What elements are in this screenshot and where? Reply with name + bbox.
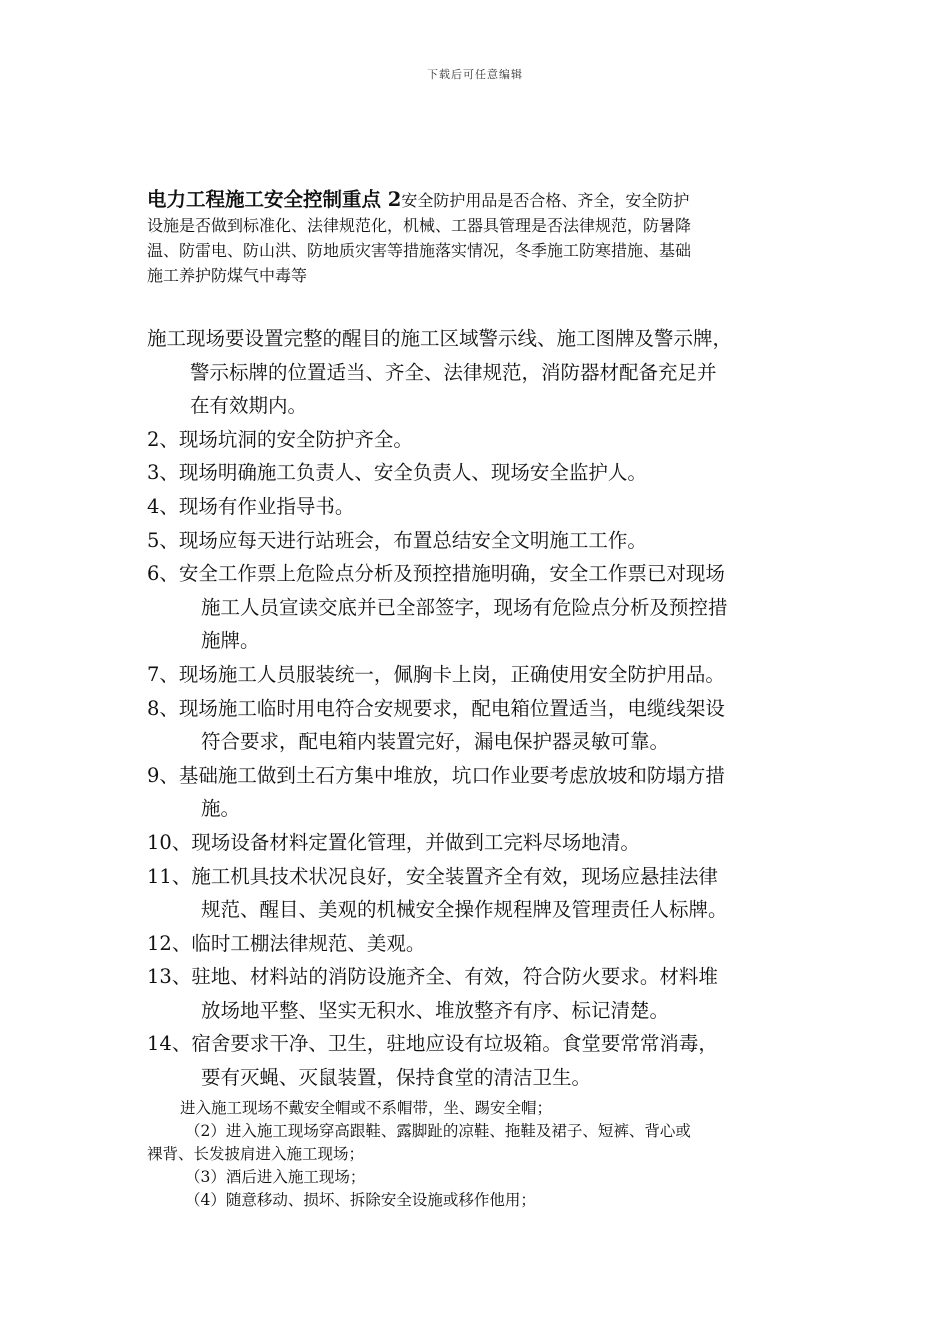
violation-line: （2）进入施工现场穿高跟鞋、露脚趾的凉鞋、拖鞋及裙子、短裤、背心或 [185,1122,691,1140]
item-line: 符合要求，配电箱内装置完好，漏电保护器灵敏可靠。 [201,730,670,754]
item-line: 施。 [201,797,241,821]
violation-line: 裸背、长发披肩进入施工现场； [147,1145,365,1163]
list-item [147,557,822,658]
item-line: 14、宿舍要求干净、卫生，驻地应设有垃圾箱。食堂要常常消毒， [147,1032,718,1056]
item-line: 警示标牌的位置适当、齐全、法律规范，消防器材配备充足并 [190,360,717,384]
item-line: 3、现场明确施工负责人、安全负责人、现场安全监护人。 [147,461,647,485]
list-item [147,456,822,490]
intro-paragraph [147,187,807,288]
list-item [147,423,822,457]
intro-line: 温、防雷电、防山洪、防地质灾害等措施落实情况，冬季施工防寒措施、基础 [147,241,692,260]
item-line: 5、现场应每天进行站班会，布置总结安全文明施工工作。 [147,528,647,552]
list-item [147,524,822,558]
intro-line [147,187,807,213]
item-line: 4、现场有作业指导书。 [147,494,355,518]
item-line: 要有灭蝇、灭鼠装置，保持食堂的清洁卫生。 [201,1066,592,1090]
item-line: 6、安全工作票上危险点分析及预控措施明确，安全工作票已对现场 [147,562,725,586]
item-line: 8、现场施工临时用电符合安规要求，配电箱位置适当，电缆线架设 [147,696,725,720]
item-line: 施工人员宣读交底并已全部签字，现场有危险点分析及预控措 [201,595,728,619]
item-line: 7、现场施工人员服装统一，佩胸卡上岗，正确使用安全防护用品。 [147,662,725,686]
list-item [147,490,822,524]
item-line: 施工现场要设置完整的醒目的施工区域警示线、施工图牌及警示牌， [147,327,733,350]
list-item [147,960,822,1027]
item-line: 12、临时工棚法律规范、美观。 [147,931,426,955]
item-line: 施牌。 [201,629,260,653]
list-item [147,860,822,927]
item-line: 在有效期内。 [190,394,308,418]
list-item [147,658,822,692]
violation-line: （4）随意移动、损坏、拆除安全设施或移作他用； [185,1191,536,1209]
list-item [147,692,822,759]
intro-line: 施工养护防煤气中毒等 [147,266,308,285]
item-line: 9、基础施工做到土石方集中堆放，坑口作业要考虑放坡和防塌方措 [147,763,725,787]
document-title: 电力工程施工安全控制重点 2 [147,188,402,211]
list-item [147,826,822,860]
item-line: 规范、醒目、美观的机械安全操作规程牌及管理责任人标牌。 [201,898,728,922]
item-line: 13、驻地、材料站的消防设施齐全、有效，符合防火要求。材料堆 [147,965,718,989]
intro-line: 设施是否做到标准化、法律规范化，机械、工器具管理是否法律规范，防暑降 [147,216,692,235]
list-item [147,322,822,423]
item-line: 11、施工机具技术状况良好，安全装置齐全有效，现场应悬挂法律 [147,864,718,888]
intro-text: 安全防护用品是否合格、齐全，安全防护 [401,191,690,210]
list-item [147,927,822,961]
item-line: 10、现场设备材料定置化管理，并做到工完料尽场地清。 [147,830,640,854]
page-header-note: 下载后可任意编辑 [427,68,523,81]
list-item [147,759,822,826]
violation-line: 进入施工现场不戴安全帽或不系帽带，坐、踢安全帽； [180,1099,553,1117]
item-line: 放场地平整、坚实无积水、堆放整齐有序、标记清楚。 [201,998,670,1022]
violations-list [147,1097,822,1212]
item-line: 2、现场坑洞的安全防护齐全。 [147,427,413,451]
list-item [147,1027,822,1094]
safety-checklist [147,322,822,1095]
violation-line: （3）酒后进入施工现场； [185,1168,366,1186]
